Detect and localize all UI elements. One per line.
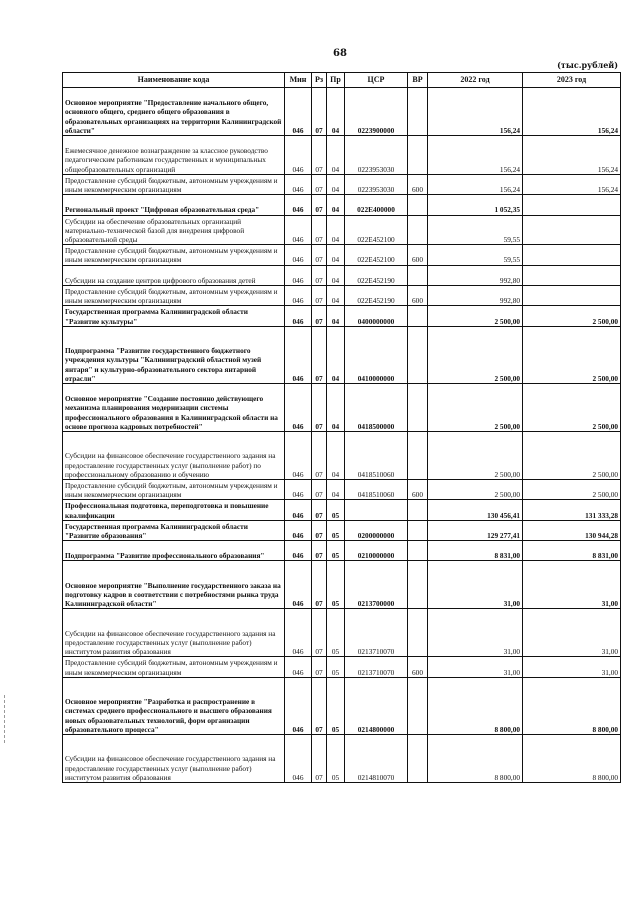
table-header-row <box>63 73 621 88</box>
cell-vr: 600 <box>408 285 428 305</box>
cell-name: Предоставление субсидий бюджетным, автономным учреждениям и иным некоммерческим организациям <box>63 245 285 265</box>
cell-vr <box>408 265 428 285</box>
cell-rz: 07 <box>312 136 327 175</box>
cell-min: 046 <box>285 657 312 677</box>
cell-csr: 0214800000 <box>345 677 408 734</box>
cell-csr: 0200000000 <box>345 520 408 540</box>
cell-pr: 04 <box>327 265 345 285</box>
cell-rz: 07 <box>312 215 327 245</box>
cell-name: Профессиональная подготовка, переподготовка и повышение квалификации <box>63 500 285 520</box>
cell-2022: 992,80 <box>428 285 523 305</box>
cell-rz: 07 <box>312 245 327 265</box>
cell-min: 046 <box>285 326 312 383</box>
cell-name: Предоставление субсидий бюджетным, автономным учреждениям и иным некоммерческим организациям <box>63 285 285 305</box>
cell-2022: 992,80 <box>428 265 523 285</box>
cell-2022: 31,00 <box>428 561 523 609</box>
cell-2023: 131 333,28 <box>523 500 621 520</box>
table-row <box>63 561 621 609</box>
cell-vr <box>408 136 428 175</box>
cell-vr <box>408 195 428 215</box>
cell-2023: 31,00 <box>523 609 621 657</box>
cell-vr: 600 <box>408 174 428 194</box>
cell-2022: 31,00 <box>428 657 523 677</box>
cell-rz: 07 <box>312 561 327 609</box>
cell-min: 046 <box>285 520 312 540</box>
cell-csr: 0223953030 <box>345 174 408 194</box>
cell-csr: 022Е452190 <box>345 285 408 305</box>
cell-pr: 04 <box>327 195 345 215</box>
cell-rz: 07 <box>312 609 327 657</box>
cell-min: 046 <box>285 306 312 326</box>
cell-2022: 156,24 <box>428 174 523 194</box>
cell-vr <box>408 677 428 734</box>
cell-vr <box>408 383 428 431</box>
cell-rz: 07 <box>312 677 327 734</box>
table-row <box>63 657 621 677</box>
cell-name: Государственная программа Калининградской области "Развитие образования" <box>63 520 285 540</box>
cell-2023: 2 500,00 <box>523 306 621 326</box>
cell-min: 046 <box>285 136 312 175</box>
cell-pr: 04 <box>327 326 345 383</box>
cell-2022: 156,24 <box>428 88 523 136</box>
table-row <box>63 326 621 383</box>
cell-rz: 07 <box>312 479 327 499</box>
cell-name: Субсидии на обеспечение образовательных организаций материально-технической базой для внедрения цифровой образовательной среды <box>63 215 285 245</box>
cell-2023: 8 800,00 <box>523 677 621 734</box>
cell-name: Субсидии на финансовое обеспечение государственного задания на предоставление государственных услуг (выполнение работ) по профессиональному образованию и обучению <box>63 431 285 479</box>
cell-2023 <box>523 195 621 215</box>
cell-csr: 0223953030 <box>345 136 408 175</box>
cell-2023: 8 831,00 <box>523 541 621 561</box>
cell-min: 046 <box>285 479 312 499</box>
cell-pr: 05 <box>327 500 345 520</box>
table-row <box>63 88 621 136</box>
cell-rz: 07 <box>312 431 327 479</box>
table-row <box>63 195 621 215</box>
cell-pr: 04 <box>327 383 345 431</box>
cell-pr: 05 <box>327 677 345 734</box>
cell-name: Субсидии на финансовое обеспечение государственного задания на предоставление государственных услуг (выполнение работ) институтом развития образования <box>63 735 285 783</box>
cell-2022: 2 500,00 <box>428 306 523 326</box>
cell-2022: 129 277,41 <box>428 520 523 540</box>
cell-2022: 8 800,00 <box>428 677 523 734</box>
column-header-2023: 2023 год <box>523 73 621 88</box>
cell-vr <box>408 326 428 383</box>
cell-name: Основное мероприятие "Предоставление начального общего, основного общего, среднего общего образования в образовательных организациях на территории Калининградской области" <box>63 88 285 136</box>
cell-2022: 1 052,35 <box>428 195 523 215</box>
table-row <box>63 136 621 175</box>
cell-name: Предоставление субсидий бюджетным, автономным учреждениям и иным некоммерческим организациям <box>63 479 285 499</box>
cell-vr <box>408 215 428 245</box>
cell-min: 046 <box>285 500 312 520</box>
cell-2023 <box>523 265 621 285</box>
cell-pr: 04 <box>327 285 345 305</box>
cell-vr <box>408 500 428 520</box>
cell-csr: 0400000000 <box>345 306 408 326</box>
cell-pr: 04 <box>327 431 345 479</box>
cell-csr: 0418500000 <box>345 383 408 431</box>
cell-pr: 05 <box>327 541 345 561</box>
cell-pr: 05 <box>327 609 345 657</box>
table-row <box>63 609 621 657</box>
cell-rz: 07 <box>312 306 327 326</box>
cell-2023: 31,00 <box>523 561 621 609</box>
cell-rz: 07 <box>312 657 327 677</box>
table-row <box>63 174 621 194</box>
cell-2023: 31,00 <box>523 657 621 677</box>
cell-csr: 0210000000 <box>345 541 408 561</box>
cell-2023 <box>523 245 621 265</box>
cell-rz: 07 <box>312 383 327 431</box>
cell-csr: 0213710070 <box>345 609 408 657</box>
column-header-min: Мин <box>285 73 312 88</box>
cell-name: Региональный проект "Цифровая образовательная среда" <box>63 195 285 215</box>
cell-pr: 04 <box>327 245 345 265</box>
cell-min: 046 <box>285 677 312 734</box>
cell-rz: 07 <box>312 174 327 194</box>
table-row <box>63 245 621 265</box>
cell-name: Предоставление субсидий бюджетным, автономным учреждениям и иным некоммерческим организациям <box>63 174 285 194</box>
cell-min: 046 <box>285 245 312 265</box>
cell-2022: 2 500,00 <box>428 326 523 383</box>
cell-vr <box>408 541 428 561</box>
column-header-csr: ЦСР <box>345 73 408 88</box>
table-row <box>63 215 621 245</box>
table-row <box>63 500 621 520</box>
cell-name: Ежемесячное денежное вознаграждение за классное руководство педагогическим работникам государственных и муниципальных общеобразовательных организаций <box>63 136 285 175</box>
cell-pr: 04 <box>327 174 345 194</box>
cell-csr: 0418510060 <box>345 479 408 499</box>
table-row <box>63 735 621 783</box>
cell-name: Государственная программа Калининградской области "Развитие культуры" <box>63 306 285 326</box>
cell-vr: 600 <box>408 245 428 265</box>
cell-rz: 07 <box>312 195 327 215</box>
cell-2022: 130 456,41 <box>428 500 523 520</box>
cell-2023: 2 500,00 <box>523 326 621 383</box>
cell-csr: 0213710070 <box>345 657 408 677</box>
cell-min: 046 <box>285 174 312 194</box>
cell-name: Основное мероприятие "Создание постоянно действующего механизма планирования модернизации системы профессионального образования в Калининградской области на основе прогноза кадровых потребностей" <box>63 383 285 431</box>
cell-min: 046 <box>285 383 312 431</box>
cell-2022: 2 500,00 <box>428 383 523 431</box>
cell-min: 046 <box>285 431 312 479</box>
cell-name: Субсидии на финансовое обеспечение государственного задания на предоставление государственных услуг (выполнение работ) институтом развития образования <box>63 609 285 657</box>
cell-2023: 8 800,00 <box>523 735 621 783</box>
units-note: (тыс.рублей) <box>557 60 618 70</box>
cell-pr: 04 <box>327 88 345 136</box>
cell-2022: 2 500,00 <box>428 479 523 499</box>
cell-pr: 05 <box>327 735 345 783</box>
cell-2023: 156,24 <box>523 136 621 175</box>
table-body <box>63 88 621 783</box>
cell-min: 046 <box>285 541 312 561</box>
cell-min: 046 <box>285 265 312 285</box>
cell-min: 046 <box>285 195 312 215</box>
cell-csr: 0223900000 <box>345 88 408 136</box>
table-row <box>63 306 621 326</box>
column-header-rz: Рз <box>312 73 327 88</box>
cell-pr: 05 <box>327 561 345 609</box>
cell-vr <box>408 520 428 540</box>
cell-name: Субсидии на создание центров цифрового образования детей <box>63 265 285 285</box>
cell-csr: 022Е452100 <box>345 215 408 245</box>
cell-rz: 07 <box>312 88 327 136</box>
cell-csr: 0213700000 <box>345 561 408 609</box>
column-header-vr: ВР <box>408 73 428 88</box>
table-row <box>63 383 621 431</box>
cell-pr: 04 <box>327 136 345 175</box>
cell-csr: 0418510060 <box>345 431 408 479</box>
cell-2023: 130 944,28 <box>523 520 621 540</box>
cell-2023: 156,24 <box>523 174 621 194</box>
cell-csr: 0410000000 <box>345 326 408 383</box>
cell-name: Подпрограмма "Развитие государственного бюджетного учреждения культуры "Калининградский областной музей янтаря" и культурно-образовательного сектора янтарной отрасли" <box>63 326 285 383</box>
cell-2022: 8 831,00 <box>428 541 523 561</box>
cell-vr: 600 <box>408 657 428 677</box>
cell-csr: 022Е452190 <box>345 265 408 285</box>
scan-margin-mark <box>4 695 6 743</box>
cell-pr: 04 <box>327 306 345 326</box>
cell-2022: 31,00 <box>428 609 523 657</box>
cell-vr <box>408 735 428 783</box>
column-header-name: Наименование кода <box>63 73 285 88</box>
column-header-2022: 2022 год <box>428 73 523 88</box>
cell-2023: 156,24 <box>523 88 621 136</box>
cell-rz: 07 <box>312 520 327 540</box>
cell-vr <box>408 609 428 657</box>
cell-min: 046 <box>285 215 312 245</box>
cell-rz: 07 <box>312 500 327 520</box>
cell-vr: 600 <box>408 479 428 499</box>
cell-csr: 022Е452100 <box>345 245 408 265</box>
column-header-pr: Пр <box>327 73 345 88</box>
table-row <box>63 541 621 561</box>
cell-min: 046 <box>285 561 312 609</box>
table-row <box>63 520 621 540</box>
budget-table <box>62 72 621 783</box>
cell-min: 046 <box>285 609 312 657</box>
cell-name: Основное мероприятие "Разработка и распространение в системах среднего профессионального и высшего образования новых образовательных технологий, форм организации образовательного процесса" <box>63 677 285 734</box>
table-row <box>63 265 621 285</box>
cell-2022: 59,55 <box>428 215 523 245</box>
cell-2023 <box>523 285 621 305</box>
cell-min: 046 <box>285 88 312 136</box>
cell-rz: 07 <box>312 735 327 783</box>
cell-name: Предоставление субсидий бюджетным, автономным учреждениям и иным некоммерческим организациям <box>63 657 285 677</box>
cell-2023: 2 500,00 <box>523 479 621 499</box>
cell-name: Основное мероприятие "Выполнение государственного заказа на подготовку кадров в соответствии с потребностями рынка труда Калининградской области" <box>63 561 285 609</box>
table-row <box>63 479 621 499</box>
cell-rz: 07 <box>312 285 327 305</box>
cell-pr: 04 <box>327 479 345 499</box>
cell-2023: 2 500,00 <box>523 383 621 431</box>
cell-2022: 59,55 <box>428 245 523 265</box>
table-row <box>63 431 621 479</box>
cell-2022: 8 800,00 <box>428 735 523 783</box>
cell-vr <box>408 431 428 479</box>
cell-min: 046 <box>285 735 312 783</box>
page-number: 68 <box>333 48 347 59</box>
cell-csr: 0214810070 <box>345 735 408 783</box>
cell-name: Подпрограмма "Развитие профессионального образования" <box>63 541 285 561</box>
cell-csr: 022Е400000 <box>345 195 408 215</box>
cell-rz: 07 <box>312 265 327 285</box>
cell-vr <box>408 88 428 136</box>
cell-vr <box>408 306 428 326</box>
cell-pr: 04 <box>327 215 345 245</box>
cell-rz: 07 <box>312 326 327 383</box>
cell-2023: 2 500,00 <box>523 431 621 479</box>
cell-2023 <box>523 215 621 245</box>
table-row <box>63 285 621 305</box>
cell-min: 046 <box>285 285 312 305</box>
table-row <box>63 677 621 734</box>
cell-vr <box>408 561 428 609</box>
cell-pr: 05 <box>327 657 345 677</box>
cell-csr <box>345 500 408 520</box>
cell-2022: 156,24 <box>428 136 523 175</box>
cell-2022: 2 500,00 <box>428 431 523 479</box>
cell-rz: 07 <box>312 541 327 561</box>
cell-pr: 05 <box>327 520 345 540</box>
